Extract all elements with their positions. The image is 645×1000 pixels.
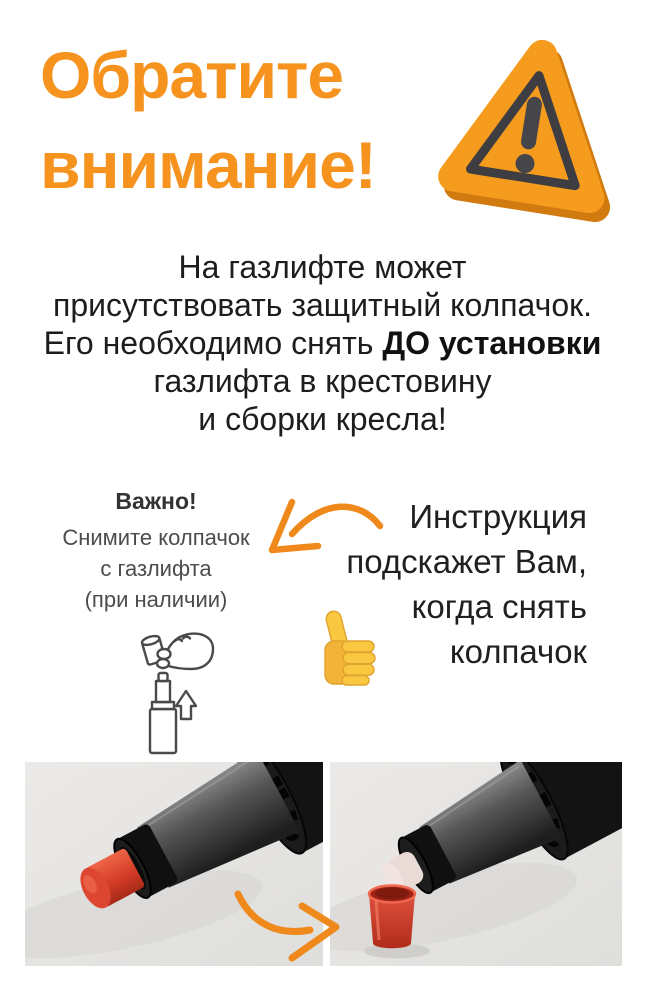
important-note bbox=[30, 488, 282, 762]
instruction-line-2: подскажет Вам, bbox=[346, 543, 587, 580]
instruction-line-1: Инструкция bbox=[409, 498, 587, 535]
important-title: Важно! bbox=[115, 488, 197, 514]
important-line-3: (при наличии) bbox=[84, 587, 228, 612]
notice-line-3: Его необходимо снять bbox=[43, 325, 383, 361]
important-line-1: Снимите колпачок bbox=[62, 525, 250, 550]
instruction-line-3: когда снять bbox=[411, 588, 587, 625]
gaslift-without-cap-photo bbox=[330, 762, 622, 966]
notice-line-2: присутствовать защитный колпачок. bbox=[52, 287, 592, 323]
notice-line-3-bold: ДО установки bbox=[382, 325, 602, 361]
instruction-text bbox=[257, 494, 587, 674]
remove-cap-diagram-icon bbox=[117, 625, 222, 757]
notice-text bbox=[0, 248, 645, 438]
title-line-2: внимание! bbox=[40, 128, 376, 202]
thumbs-up-icon bbox=[318, 608, 384, 688]
page-title bbox=[40, 30, 376, 210]
before-after-arrow-icon bbox=[226, 880, 346, 972]
warning-triangle-icon bbox=[433, 18, 629, 224]
notice-line-1: На газлифте может bbox=[178, 249, 467, 285]
notice-line-5: и сборки кресла! bbox=[198, 401, 447, 437]
instruction-line-4: колпачок bbox=[449, 633, 587, 670]
title-line-1: Обратите bbox=[40, 38, 344, 112]
important-line-2: с газлифта bbox=[100, 556, 212, 581]
photo-after bbox=[330, 762, 622, 966]
notice-line-4: газлифта в крестовину bbox=[153, 363, 492, 399]
